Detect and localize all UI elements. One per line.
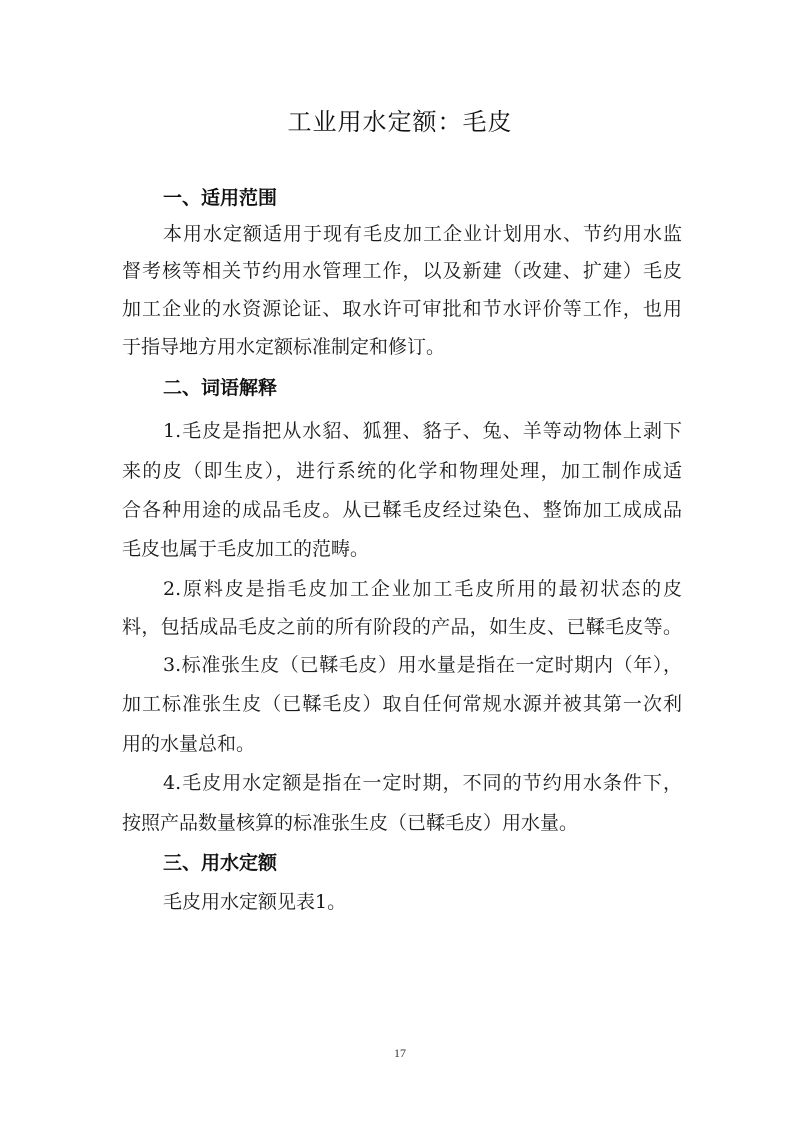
paragraph-line: 于指导地方用水定额标准制定和修订。: [122, 336, 446, 358]
page-title: 工业用水定额：毛皮: [287, 108, 513, 136]
definition-line: 毛皮也属于毛皮加工的范畴。: [122, 538, 370, 560]
page-number: 17: [394, 1046, 406, 1060]
section-heading-quota: 三、用水定额: [163, 852, 278, 874]
definition-line: 用的水量总和。: [122, 733, 256, 755]
definition-line: 4.毛皮用水定额是指在一定时期，不同的节约用水条件下，: [163, 772, 682, 794]
paragraph-line: 毛皮用水定额见表1。: [163, 891, 347, 913]
definition-line: 加工标准张生皮（已鞣毛皮）取自任何常规水源并被其第一次利: [122, 693, 682, 715]
definition-line: 3.标准张生皮（已鞣毛皮）用水量是指在一定时期内（年），: [163, 654, 682, 676]
paragraph-line: 督考核等相关节约用水管理工作，以及新建（改建、扩建）毛皮: [122, 260, 682, 282]
definition-line: 1.毛皮是指把从水貂、狐狸、貉子、兔、羊等动物体上剥下: [163, 420, 682, 442]
section-heading-definitions: 二、词语解释: [163, 377, 278, 399]
definition-line: 来的皮（即生皮），进行系统的化学和物理处理，加工制作成适: [122, 460, 682, 482]
paragraph-line: 本用水定额适用于现有毛皮加工企业计划用水、节约用水监: [163, 223, 682, 245]
definition-line: 2.原料皮是指毛皮加工企业加工毛皮所用的最初状态的皮: [163, 578, 682, 600]
definition-line: 按照产品数量核算的标准张生皮（已鞣毛皮）用水量。: [122, 812, 579, 834]
definition-line: 料，包括成品毛皮之前的所有阶段的产品，如生皮、已鞣毛皮等。: [122, 616, 682, 638]
definition-line: 合各种用途的成品毛皮。从已鞣毛皮经过染色、整饰加工成成品: [122, 499, 682, 521]
section-heading-scope: 一、适用范围: [163, 187, 278, 209]
paragraph-line: 加工企业的水资源论证、取水许可审批和节水评价等工作，也用: [122, 298, 682, 320]
